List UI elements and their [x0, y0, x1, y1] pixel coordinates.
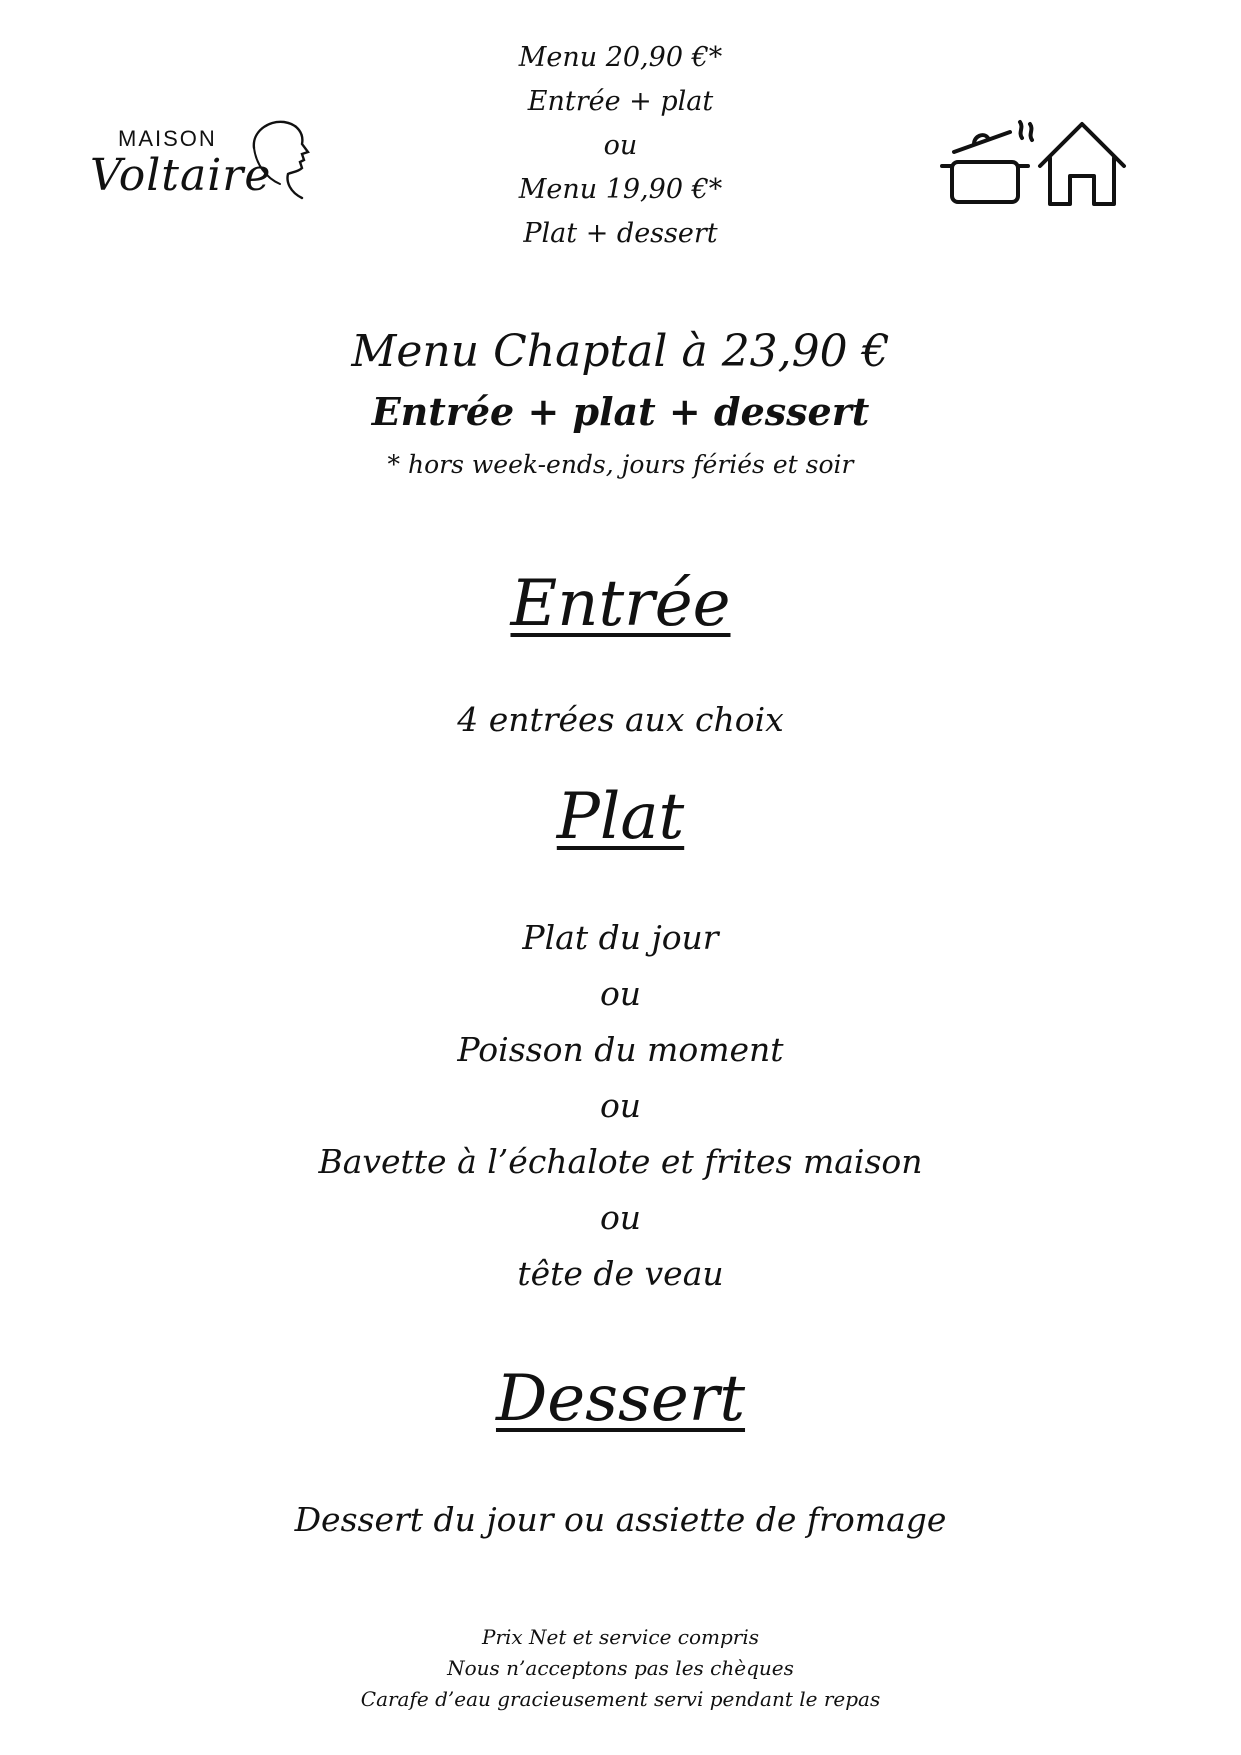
house-icon: [1040, 124, 1124, 204]
section-entree: [0, 565, 1241, 643]
menu-chaptal-note: * hors week-ends, jours fériés et soir: [387, 450, 854, 479]
footer-line: Carafe d’eau gracieusement servi pendant le repas: [360, 1687, 881, 1711]
brand-logo-script: Voltaire: [90, 150, 272, 201]
footer-line: Nous n’acceptons pas les chèques: [447, 1656, 794, 1680]
plat-item: tête de veau: [517, 1254, 724, 1293]
plat-item: Plat du jour: [522, 918, 719, 957]
menu-chaptal-subtitle: Entrée + plat + dessert: [371, 389, 870, 434]
takeaway-icons: [940, 118, 1130, 210]
section-plat: [0, 778, 1241, 856]
section-dessert: [0, 1360, 1241, 1438]
dessert-item: Dessert du jour ou assiette de fromage: [294, 1500, 947, 1539]
entree-item: 4 entrées aux choix: [457, 700, 784, 739]
menu-chaptal-title: Menu Chaptal à 23,90 €: [351, 326, 890, 377]
plat-heading: Plat: [556, 780, 685, 854]
small-menu-line: ou: [603, 130, 638, 161]
entree-heading: Entrée: [510, 567, 731, 641]
small-menu-line: Plat + dessert: [523, 218, 718, 249]
small-menu-line: Menu 20,90 €*: [518, 42, 723, 73]
small-menu-line: Entrée + plat: [527, 86, 714, 117]
plat-item: ou: [599, 1086, 642, 1125]
cooking-pot-icon: [942, 122, 1032, 202]
small-menu-line: Menu 19,90 €*: [518, 174, 723, 205]
footer-line: Prix Net et service compris: [482, 1625, 759, 1649]
plat-item: Bavette à l’échalote et frites maison: [318, 1142, 923, 1181]
dessert-heading: Dessert: [495, 1362, 746, 1436]
plat-item: ou: [599, 1198, 642, 1237]
plat-item: Poisson du moment: [457, 1030, 784, 1069]
brand-logo-top: MAISON: [118, 126, 217, 151]
plat-item: ou: [599, 974, 642, 1013]
